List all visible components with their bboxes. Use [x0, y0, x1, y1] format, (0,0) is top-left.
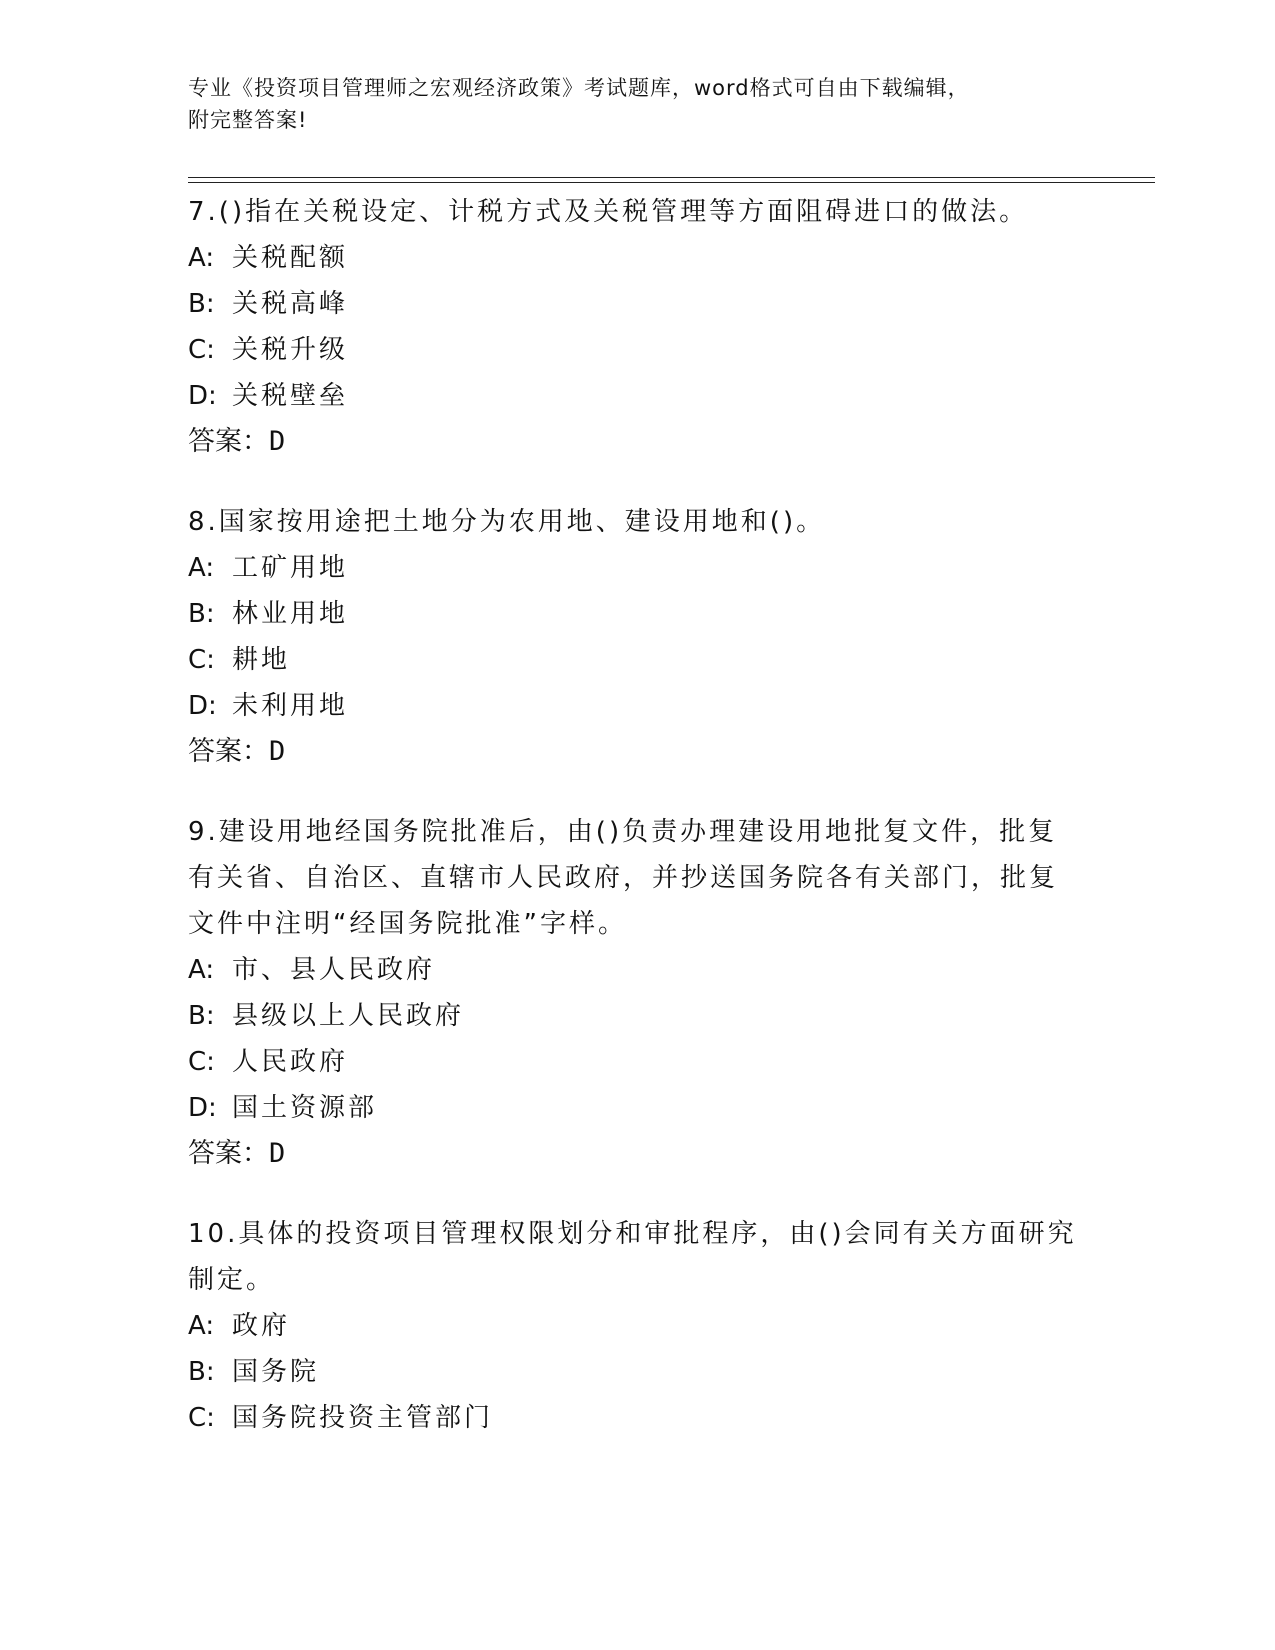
question-stem-line: 有关省、自治区、直辖市人民政府，并抄送国务院各有关部门，批复	[188, 863, 1059, 893]
option-text: 市、县人民政府	[232, 955, 436, 985]
header-divider-bottom	[188, 182, 1155, 183]
option-letter: A:	[188, 553, 215, 583]
header-line-2: 附完整答案!	[188, 108, 308, 132]
option-d	[188, 1085, 1088, 1131]
question-stem-line: 文件中注明“经国务院批准”字样。	[188, 909, 627, 939]
option-text: 关税配额	[232, 243, 349, 273]
option-b	[188, 591, 1088, 637]
option-letter: C:	[188, 1047, 215, 1077]
option-text: 国务院	[232, 1357, 320, 1387]
option-c	[188, 1395, 1088, 1441]
option-letter: B:	[188, 1001, 215, 1031]
question-8	[188, 499, 1088, 775]
option-c	[188, 327, 1088, 373]
header-divider-top	[188, 177, 1155, 178]
question-stem-line: 9.建设用地经国务院批准后，由()负责办理建设用地批复文件，批复	[188, 817, 1058, 847]
option-c	[188, 1039, 1088, 1085]
question-stem: 7.()指在关税设定、计税方式及关税管理等方面阻碍进口的做法。	[188, 197, 1029, 227]
document-header	[188, 72, 1068, 136]
option-text: 人民政府	[232, 1047, 349, 1077]
option-letter: D:	[188, 381, 217, 411]
option-b	[188, 1349, 1088, 1395]
option-letter: B:	[188, 289, 215, 319]
option-a	[188, 235, 1088, 281]
option-text: 工矿用地	[232, 553, 349, 583]
option-text: 关税升级	[232, 335, 349, 365]
option-b	[188, 993, 1088, 1039]
question-list	[188, 189, 1088, 1475]
answer-label: 答案：	[188, 426, 269, 457]
option-a	[188, 1303, 1088, 1349]
option-text: 国土资源部	[232, 1093, 378, 1123]
option-letter: C:	[188, 1403, 215, 1433]
question-9	[188, 809, 1088, 1177]
answer	[188, 729, 1088, 775]
option-letter: D:	[188, 1093, 217, 1123]
option-text: 关税高峰	[232, 289, 349, 319]
option-letter: C:	[188, 645, 215, 675]
option-text: 关税壁垒	[232, 381, 349, 411]
question-stem-line: 10.具体的投资项目管理权限划分和审批程序，由()会同有关方面研究	[188, 1219, 1077, 1249]
option-text: 政府	[232, 1311, 291, 1341]
option-c	[188, 637, 1088, 683]
option-a	[188, 947, 1088, 993]
answer-label: 答案：	[188, 1138, 269, 1169]
option-text: 未利用地	[232, 691, 349, 721]
option-letter: A:	[188, 1311, 215, 1341]
answer	[188, 1131, 1088, 1177]
option-d	[188, 373, 1088, 419]
option-letter: B:	[188, 1357, 215, 1387]
option-d	[188, 683, 1088, 729]
option-letter: C:	[188, 335, 215, 365]
option-text: 县级以上人民政府	[232, 1001, 465, 1031]
option-text: 林业用地	[232, 599, 349, 629]
option-letter: B:	[188, 599, 215, 629]
option-b	[188, 281, 1088, 327]
answer-label: 答案：	[188, 736, 269, 767]
option-letter: A:	[188, 955, 215, 985]
question-10	[188, 1211, 1088, 1441]
question-7	[188, 189, 1088, 465]
option-text: 国务院投资主管部门	[232, 1403, 494, 1433]
option-a	[188, 545, 1088, 591]
option-text: 耕地	[232, 645, 291, 675]
option-letter: D:	[188, 691, 217, 721]
option-letter: A:	[188, 243, 215, 273]
answer-value: D	[269, 736, 286, 767]
answer-value: D	[269, 1138, 286, 1169]
header-line-1: 专业《投资项目管理师之宏观经济政策》考试题库，word格式可自由下载编辑，	[188, 76, 970, 100]
question-stem-line: 制定。	[188, 1265, 276, 1295]
answer-value: D	[269, 426, 286, 457]
answer	[188, 419, 1088, 465]
question-stem: 8.国家按用途把土地分为农用地、建设用地和()。	[188, 507, 826, 537]
